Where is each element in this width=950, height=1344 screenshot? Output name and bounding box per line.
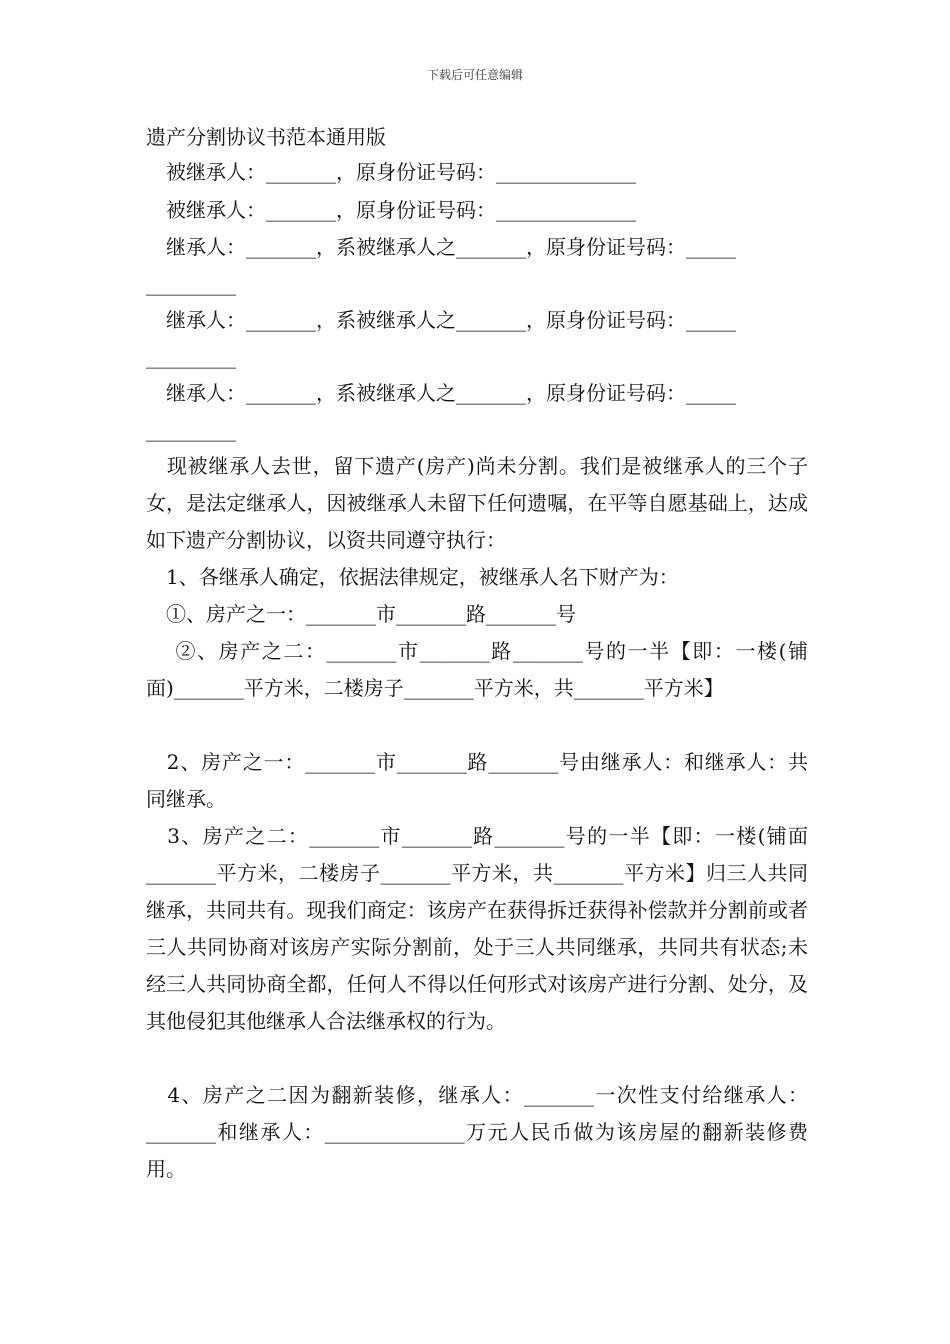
heir-line-2-cont: _________ — [146, 345, 236, 369]
clause-4: 4、房产之二因为翻新装修，继承人：_______一次性支付给继承人：_______和继承人：______________万元人民币做为该房屋的翻新装修费用。 — [146, 1083, 808, 1181]
property-2: ②、房产之二：_______市_______路_______号的一半【即：一楼(铺面)_______平方米，二楼房子_______平方米，共_______平方米】 — [146, 639, 808, 700]
decedent-line-1: 被继承人：_______，原身份证号码：______________ — [146, 160, 636, 184]
page-header: 下载后可任意编辑 — [426, 68, 523, 82]
heir-line-2: 继承人：_______，系被继承人之_______，原身份证号码：_____ — [146, 308, 736, 332]
heir-line-1-cont: _________ — [146, 272, 236, 296]
heir-line-3-cont: _________ — [146, 418, 236, 442]
heir-line-3: 继承人：_______，系被继承人之_______，原身份证号码：_____ — [146, 381, 736, 405]
document-title: 遗产分割协议书范本通用版 — [146, 125, 386, 149]
decedent-line-2: 被继承人：_______，原身份证号码：______________ — [146, 198, 636, 222]
property-1: ①、房产之一：_______市_______路_______号 — [146, 602, 576, 626]
clause-3: 3、房产之二：_______市_______路_______号的一半【即：一楼(铺面_______平方米，二楼房子_______平方米，共_______平方米】归三人共同继承，共同共有。现我们商定：该房产在获得拆迁获得补偿款并分割前或者三人共同协商对该房产实际分割前，处于三人共同继承，共同共有状态;未经三人共同协商全都，任何人不得以任何形式对该房产进行分割、处分，及其他侵犯其他继承人合法继承权的行为。 — [146, 824, 808, 1033]
intro-paragraph: 现被继承人去世，留下遗产(房产)尚未分割。我们是被继承人的三个子女，是法定继承人，因被继承人未留下任何遗嘱，在平等自愿基础上，达成如下遗产分割协议，以资共同遵守执行： — [146, 454, 808, 552]
heir-line-1: 继承人：_______，系被继承人之_______，原身份证号码：_____ — [146, 235, 736, 259]
clause-2: 2、房产之一：_______市_______路_______号由继承人：和继承人：共同继承。 — [146, 750, 808, 811]
clause-1: 1、各继承人确定，依据法律规定，被继承人名下财产为： — [146, 565, 679, 589]
